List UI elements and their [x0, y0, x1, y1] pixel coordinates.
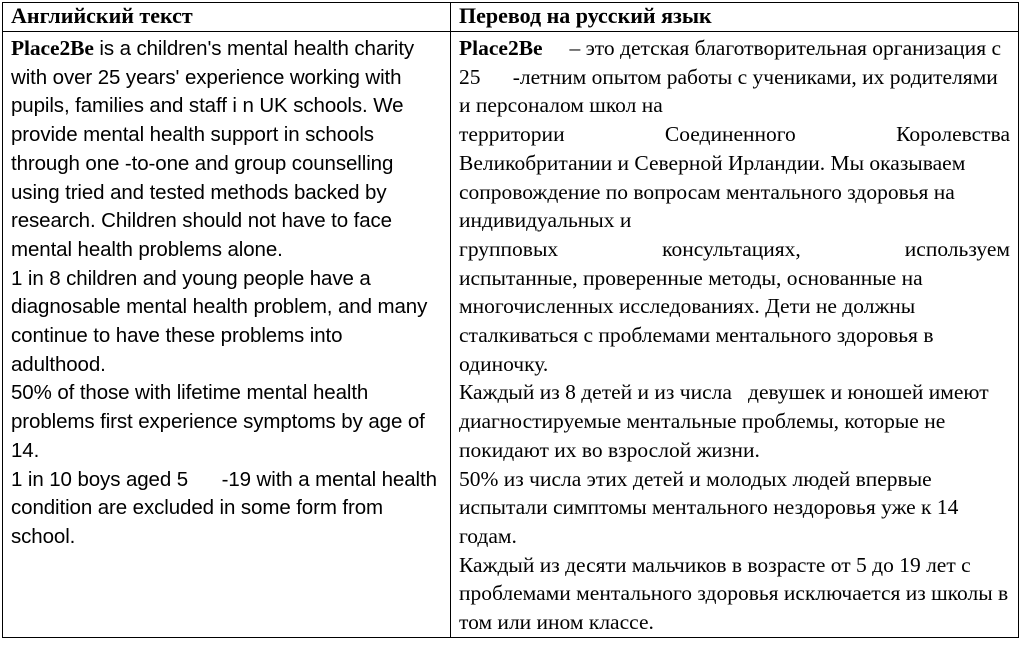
english-paragraph-2: 1 in 8 children and young people have a diagnosable mental health problem, and many continue to have these problems into adulthood.	[11, 266, 428, 376]
russian-brand-name: Place2Be	[459, 36, 543, 60]
english-text-cell	[3, 32, 451, 638]
english-paragraph-1-text: is a children's mental health charity with over 25 years' experience working with pupils, families and staff i n UK schools. We provide mental health support in schools through one -to-one and group counselling using tried and tested methods backed by research. Children should not have to face mental health problems alone.	[11, 37, 415, 261]
russian-paragraph-3: 50% из числа этих детей и молодых людей впервые испытали симптомы ментального нездоровья уже к 14 годам.	[459, 466, 959, 548]
russian-text-cell	[451, 32, 1019, 638]
english-brand-name: Place2Be	[11, 36, 94, 60]
header-english: Английский текст	[3, 3, 451, 32]
russian-paragraph-4: Каждый из десяти мальчиков в возрасте от 5 до 19 лет с проблемами ментального здоровья исключается из школы в том или ином классе.	[459, 552, 1009, 635]
english-paragraph-4: 1 in 10 boys aged 5 -19 with a mental health condition are excluded in some form from school.	[11, 467, 443, 548]
content-row	[3, 32, 1019, 638]
header-row	[3, 3, 1019, 32]
russian-paragraph-1-justified-line: территории Соединенного Королевства	[459, 122, 1010, 147]
russian-paragraph-1-text: – это детская благотворительная организация с 25 -летним опытом работы с учениками, их родителями и персоналом школ на	[459, 36, 1007, 118]
english-paragraph-1	[11, 34, 442, 265]
russian-paragraph-1-continued: Великобритании и Северной Ирландии. Мы оказываем сопровождение по вопросам ментального здоровья на индивидуальных и	[459, 150, 966, 233]
translation-table	[2, 2, 1019, 638]
english-paragraph-3: 50% of those with lifetime mental health problems first experience symptoms by age of 14.	[11, 381, 425, 462]
russian-paragraph-2: Каждый из 8 детей и из числа девушек и юношей имеют диагностируемые ментальные проблемы, которые не покидают их во взрослой жизни.	[459, 380, 994, 462]
russian-paragraph-1-justified-line-2: групповых консультациях, используем	[459, 236, 1010, 261]
header-russian: Перевод на русский язык	[451, 3, 1019, 32]
russian-paragraph-1	[459, 34, 1010, 120]
russian-paragraph-1-end: испытанные, проверенные методы, основанные на многочисленных исследованиях. Дети не должны сталкиваться с проблемами ментального здоровья в одиночку.	[459, 265, 934, 376]
